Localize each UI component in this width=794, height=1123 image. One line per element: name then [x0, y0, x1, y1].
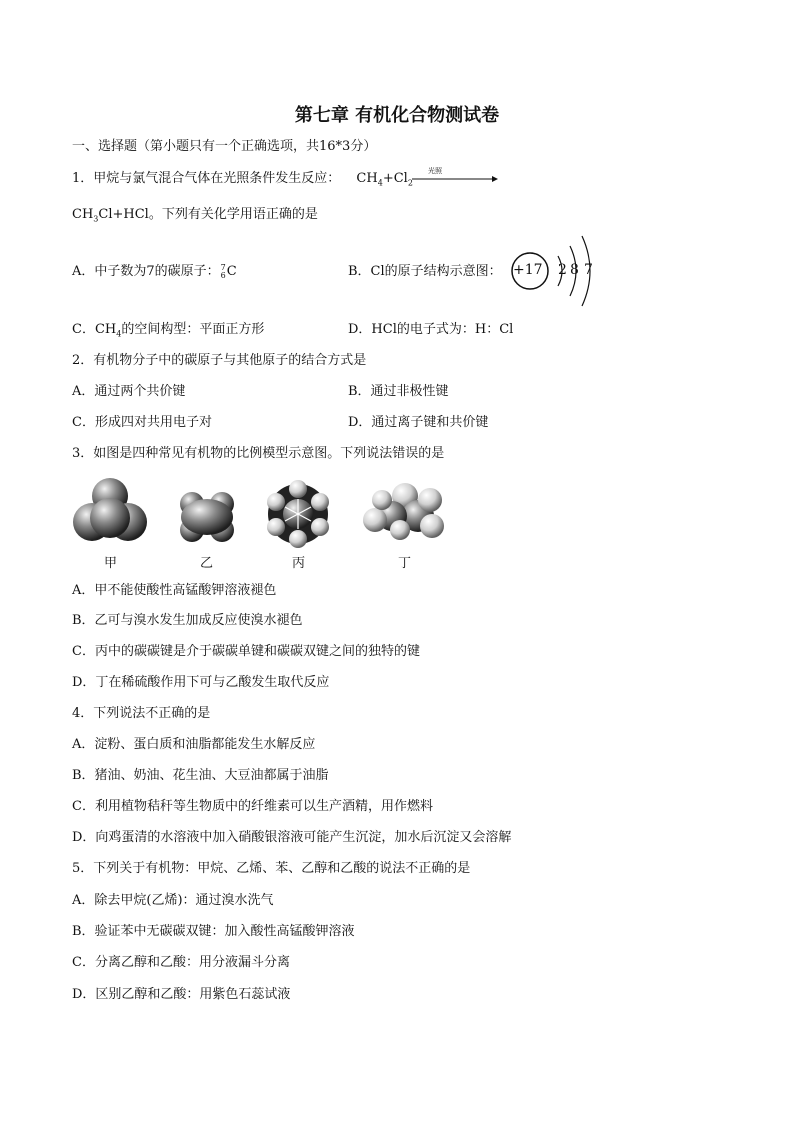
ethanol-model: [363, 483, 444, 540]
q5-stem: 5．下列关于有机物：甲烷、乙烯、苯、乙醇和乙酸的说法不正确的是: [72, 861, 471, 876]
nucleus-charge: +17: [513, 262, 543, 278]
model-label-yi: 乙: [200, 556, 214, 571]
q5-option-a[interactable]: A．除去甲烷(乙烯)：通过溴水洗气: [72, 893, 274, 908]
q2-option-a[interactable]: A．通过两个共价键: [72, 384, 186, 399]
arrow-label: 光照: [428, 167, 442, 175]
q2-option-c[interactable]: C．形成四对共用电子对: [72, 415, 212, 430]
benzene-model: [267, 480, 329, 548]
q1-stem-line1: [72, 170, 413, 193]
model-label-bing: 丙: [292, 556, 306, 571]
q5-option-b[interactable]: B．验证苯中无碳碳双键：加入酸性高锰酸钾溶液: [72, 924, 355, 939]
q4-option-a[interactable]: A．淀粉、蛋白质和油脂都能发生水解反应: [72, 737, 316, 752]
q4-stem: 4．下列说法不正确的是: [72, 706, 211, 721]
q3-stem: 3．如图是四种常见有机物的比例模型示意图。下列说法错误的是: [72, 446, 445, 461]
q5-option-d[interactable]: D．区别乙醇和乙酸：用紫色石蕊试液: [72, 987, 291, 1002]
q1-option-a[interactable]: A．中子数为7的碳原子：7 6C: [72, 262, 237, 280]
q1-option-d[interactable]: D．HCl的电子式为：H：Cl: [348, 322, 514, 337]
cl-atom-structure-diagram: [508, 232, 598, 312]
q3-option-b[interactable]: B．乙可与溴水发生加成反应使溴水褪色: [72, 613, 303, 628]
q2-option-b[interactable]: B．通过非极性键: [348, 384, 449, 399]
q1-stem-text: 1．甲烷与氯气混合气体在光照条件发生反应：: [72, 171, 341, 186]
nuclide-numbers: 7 6: [220, 262, 226, 280]
q4-option-c[interactable]: C．利用植物秸秆等生物质中的纤维素可以生产酒精，用作燃料: [72, 799, 433, 814]
q3-option-d[interactable]: D．丁在稀硫酸作用下可与乙酸发生取代反应: [72, 675, 330, 690]
q4-option-d[interactable]: D．向鸡蛋清的水溶液中加入硝酸银溶液可能产生沉淀，加水后沉淀又会溶解: [72, 830, 512, 845]
shell-3-count: 7: [584, 262, 593, 278]
arrow-icon: [410, 166, 500, 186]
q2-option-d[interactable]: D．通过离子键和共价键: [348, 415, 489, 430]
q3-option-a[interactable]: A．甲不能使酸性高锰酸钾溶液褪色: [72, 583, 277, 598]
q2-stem: 2．有机物分子中的碳原子与其他原子的结合方式是: [72, 353, 367, 368]
shell-1-count: 2: [558, 262, 567, 278]
q3-option-c[interactable]: C．丙中的碳碳键是介于碳碳单键和碳碳双键之间的独特的键: [72, 644, 420, 659]
molecule-models-figure: [70, 474, 450, 550]
methane-model: [73, 478, 147, 541]
ethylene-model: [180, 492, 234, 542]
page-title: 第七章 有机化合物测试卷: [294, 105, 500, 126]
q5-option-c[interactable]: C．分离乙醇和乙酸：用分液漏斗分离: [72, 955, 290, 970]
q1-equation: $CH_4+Cl_2$: [356, 171, 413, 188]
reaction-arrow: [410, 166, 500, 186]
q4-option-b[interactable]: B．猪油、奶油、花生油、大豆油都属于油脂: [72, 768, 329, 783]
q1-stem-line2: $CH_3Cl+HCl$。下列有关化学用语正确的是: [72, 207, 318, 224]
q1-option-c[interactable]: C．$CH_4$的空间构型：平面正方形: [72, 322, 265, 339]
model-label-ding: 丁: [398, 556, 412, 571]
model-label-jia: 甲: [104, 556, 118, 571]
section-heading: 一、选择题（第小题只有一个正确选项，共16*3分）: [72, 139, 377, 154]
q1-option-b[interactable]: B．Cl的原子结构示意图：: [348, 264, 502, 279]
shell-2-count: 8: [570, 262, 579, 278]
